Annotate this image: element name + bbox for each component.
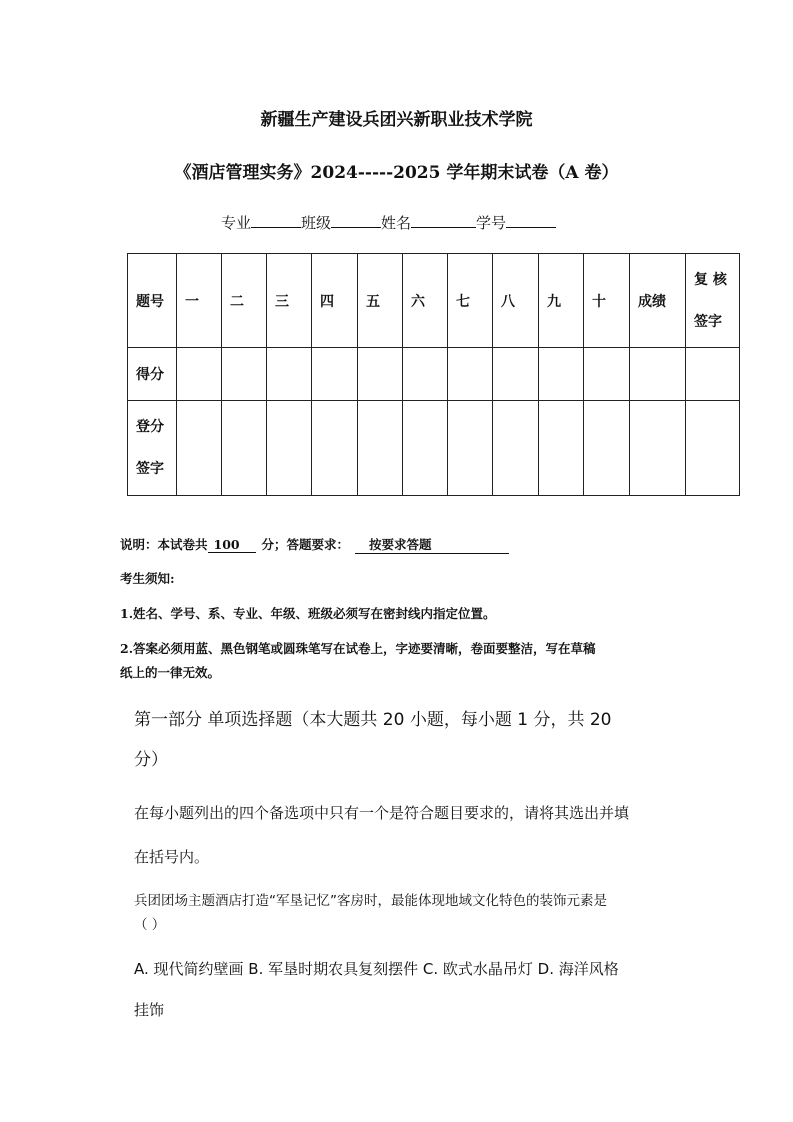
score-cell[interactable] bbox=[177, 348, 222, 401]
score-cell[interactable] bbox=[539, 348, 584, 401]
section-instructions-line2: 在括号内。 bbox=[134, 848, 210, 866]
header-cell: 五 bbox=[358, 254, 403, 348]
question-1-line1: 兵团团场主题酒店打造“军垦记忆”客房时，最能体现地域文化特色的装饰元素是 bbox=[134, 893, 607, 909]
student-info bbox=[221, 212, 556, 233]
sign-cell[interactable] bbox=[448, 401, 493, 496]
sign-cell[interactable] bbox=[222, 401, 267, 496]
score-cell[interactable] bbox=[358, 348, 403, 401]
review-sign-cell bbox=[686, 254, 740, 348]
sign-cell[interactable] bbox=[493, 401, 539, 496]
institution-title: 新疆生产建设兵团兴新职业技术学院 bbox=[260, 110, 533, 130]
header-cell: 题号 bbox=[128, 254, 177, 348]
header-cell: 四 bbox=[312, 254, 358, 348]
answer-requirement: 按要求答题 bbox=[355, 535, 509, 554]
notice-item-1: 1.姓名、学号、系、专业、年级、班级必须写在密封线内指定位置。 bbox=[120, 606, 496, 621]
sign-cell[interactable] bbox=[312, 401, 358, 496]
notice-title: 考生须知: bbox=[120, 571, 175, 586]
sign-cell[interactable] bbox=[267, 401, 312, 496]
row-label-line: 签字 bbox=[136, 461, 164, 477]
header-cell: 八 bbox=[493, 254, 539, 348]
exam-description bbox=[120, 535, 509, 554]
total-score: 100 bbox=[208, 537, 256, 553]
row-label bbox=[128, 401, 177, 496]
table-row bbox=[128, 254, 740, 348]
score-cell[interactable] bbox=[403, 348, 448, 401]
class-blank[interactable] bbox=[331, 212, 381, 228]
sign-cell[interactable] bbox=[358, 401, 403, 496]
section-title-line1: 第一部分 单项选择题（本大题共 20 小题，每小题 1 分，共 20 bbox=[134, 710, 612, 730]
header-cell: 十 bbox=[584, 254, 630, 348]
sign-cell[interactable] bbox=[403, 401, 448, 496]
score-cell[interactable] bbox=[267, 348, 312, 401]
review-label: 复 核 bbox=[694, 271, 727, 288]
section-title-line2: 分） bbox=[134, 750, 168, 770]
row-label: 得分 bbox=[128, 348, 177, 401]
header-cell: 成绩 bbox=[630, 254, 686, 348]
desc-mid: 分；答题要求： bbox=[261, 537, 350, 552]
score-cell[interactable] bbox=[686, 348, 740, 401]
score-cell[interactable] bbox=[584, 348, 630, 401]
exam-title: 《酒店管理实务》2024-----2025 学年期末试卷（A 卷） bbox=[174, 163, 619, 183]
sign-cell[interactable] bbox=[630, 401, 686, 496]
desc-prefix: 说明：本试卷共 bbox=[120, 537, 208, 552]
sign-cell[interactable] bbox=[539, 401, 584, 496]
question-1-options-line2: 挂饰 bbox=[134, 1001, 165, 1019]
notice-item-2-line2: 纸上的一律无效。 bbox=[120, 665, 221, 680]
score-cell[interactable] bbox=[630, 348, 686, 401]
header-cell: 二 bbox=[222, 254, 267, 348]
id-blank[interactable] bbox=[506, 212, 556, 228]
table-row bbox=[128, 401, 740, 496]
sign-label: 签字 bbox=[694, 313, 722, 330]
header-cell: 三 bbox=[267, 254, 312, 348]
header-cell: 六 bbox=[403, 254, 448, 348]
sign-cell[interactable] bbox=[584, 401, 630, 496]
field-name: 姓名 bbox=[381, 214, 412, 232]
row-label-line: 登分 bbox=[136, 419, 164, 435]
major-blank[interactable] bbox=[251, 212, 301, 228]
question-1-answer-blank[interactable]: （ ） bbox=[134, 917, 166, 933]
score-cell[interactable] bbox=[312, 348, 358, 401]
section-instructions-line1: 在每小题列出的四个备选项中只有一个是符合题目要求的，请将其选出并填 bbox=[134, 804, 630, 822]
header-cell: 七 bbox=[448, 254, 493, 348]
question-1-options-line1: A. 现代简约壁画 B. 军垦时期农具复刻摆件 C. 欧式水晶吊灯 D. 海洋风格 bbox=[134, 960, 619, 978]
notice-item-2-line1: 2.答案必须用蓝、黑色钢笔或圆珠笔写在试卷上，字迹要清晰，卷面要整洁，写在草稿 bbox=[120, 641, 596, 656]
score-cell[interactable] bbox=[493, 348, 539, 401]
sign-cell[interactable] bbox=[177, 401, 222, 496]
table-row bbox=[128, 348, 740, 401]
header-cell: 一 bbox=[177, 254, 222, 348]
field-id: 学号 bbox=[476, 214, 507, 232]
field-class: 班级 bbox=[301, 214, 332, 232]
score-table bbox=[127, 253, 740, 496]
name-blank[interactable] bbox=[411, 212, 476, 228]
score-cell[interactable] bbox=[222, 348, 267, 401]
header-cell: 九 bbox=[539, 254, 584, 348]
score-cell[interactable] bbox=[448, 348, 493, 401]
field-major: 专业 bbox=[221, 214, 252, 232]
sign-cell[interactable] bbox=[686, 401, 740, 496]
